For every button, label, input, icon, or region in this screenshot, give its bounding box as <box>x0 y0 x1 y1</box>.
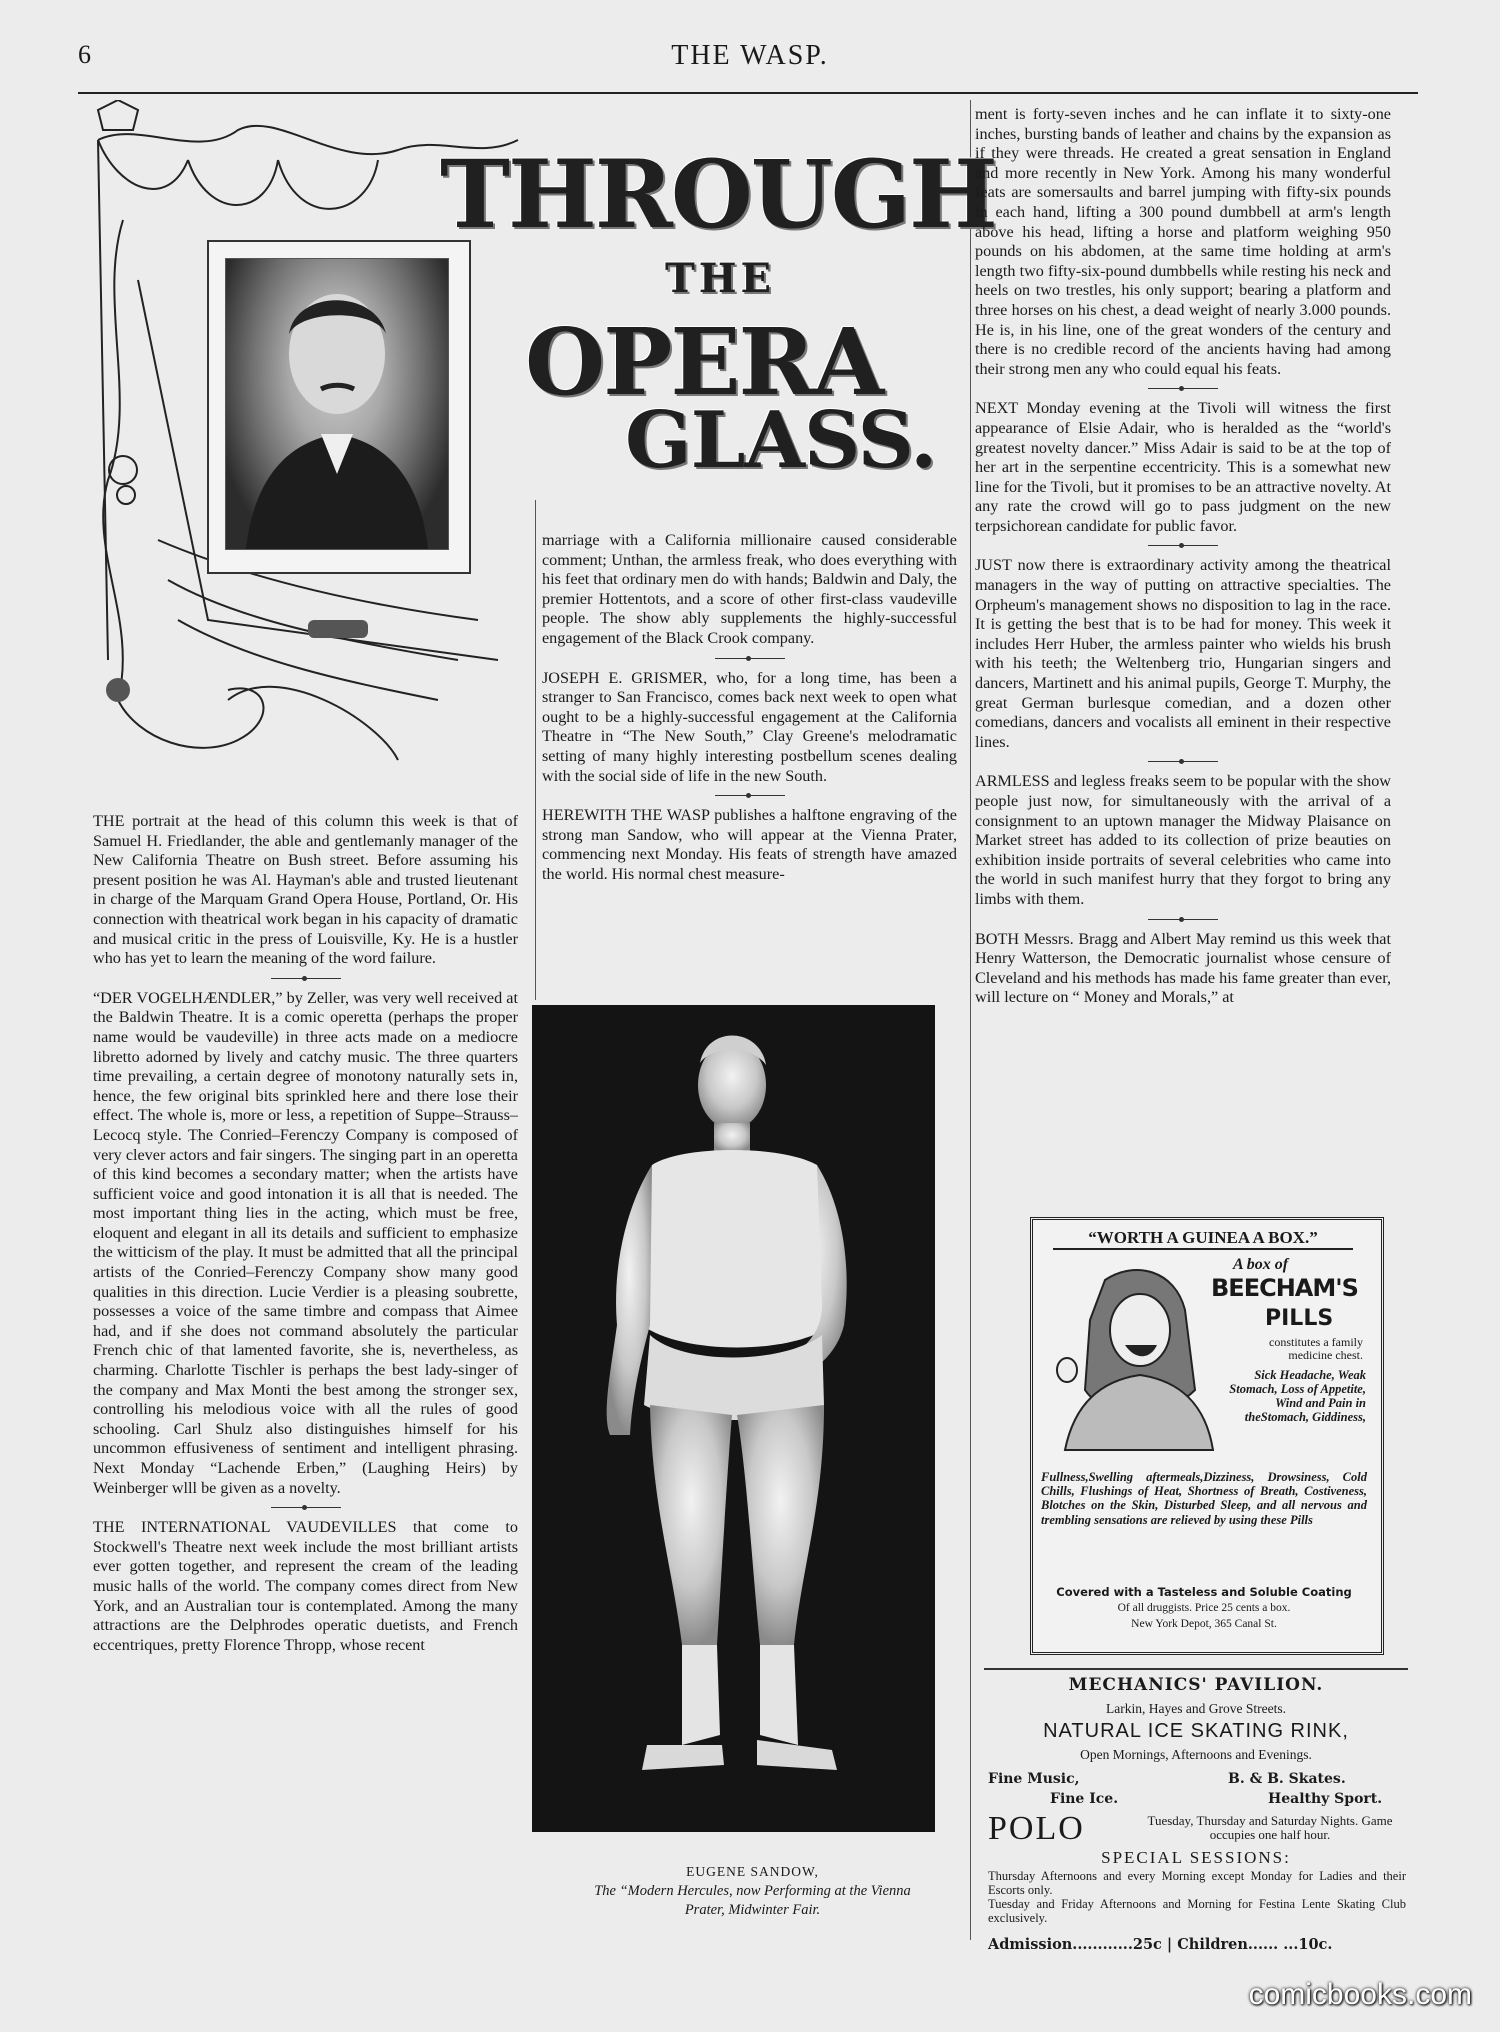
separator <box>1148 919 1218 920</box>
mechanics-title: MECHANICS' PAVILION. <box>1068 1675 1324 1695</box>
mechanics-feature-sport: Healthy Sport. <box>1268 1791 1383 1807</box>
ad-rule <box>984 1668 1408 1670</box>
separator <box>271 978 341 979</box>
column-3 <box>975 105 1391 1008</box>
masthead-title-opera: OPERA <box>525 308 883 416</box>
mechanics-admission: Admission............25c | Children...... ...10c. <box>988 1936 1333 1953</box>
article-orpheum: JUST now there is extraordinary activity among the theatrical managers in the way of putting on attractive specialties. The Orpheum's management shows no disposition to lag in the race. It is getting the best that is to be had for money. This week it includes Herr Huber, the armless painter who wields his brush with his teeth; the Weltenberg trio, Hungarian singers and dancers, Martinett and his animal pupils, George T. Murphy, the great German burlesque comedian, and a dozen other comedians, dancers and vocalists all eminent in their respective lines. <box>975 556 1391 751</box>
separator <box>715 795 785 796</box>
mechanics-feature-music: Fine Music, <box>988 1771 1080 1787</box>
photo-eugene-sandow <box>532 1005 935 1832</box>
ad-line4: Covered with a Tasteless and Soluble Coating <box>1056 1585 1352 1599</box>
masthead-title-the: THE <box>665 255 776 302</box>
ad-line2: Sick Headache, Weak Stomach, Loss of Appetite, Wind and Pain in theStomach, Giddiness, <box>1229 1368 1366 1424</box>
separator <box>715 658 785 659</box>
ad-banner: “WORTH A GUINEA A BOX.” <box>1053 1228 1353 1250</box>
photo-caption-line3: Prater, Midwinter Fair. <box>684 1902 821 1918</box>
column-divider-2 <box>970 100 971 1940</box>
mechanics-session-1: Thursday Afternoons and every Morning except Monday for Ladies and their Escorts only. <box>988 1869 1406 1897</box>
page-number: 6 <box>78 40 91 69</box>
article-sandow-continued: ment is forty-seven inches and he can inflate it to sixty-one inches, bursting bands of leather and chains by the expansion as if they were threads. He created a great sensation in England and more recently in New York. Among his many wonderful feats are somersaults and barrel jumping with fifty-six pounds in each hand, lifting a 300 pound dumbbell at arm's length above his head, lifting a horse and platform weighing 950 pounds on his abdomen, at the same time holding at arm's length two fifty-six-pound dumbbells while resting his neck and heels on two trestles, his only support; bearing a platform and three horses on his chest, a dead weight of nearly 3.000 pounds. He is, in his line, one of the great wonders of the century and there is no credible record of the ancients having had among their strong men any who could equal his feats. <box>975 105 1391 378</box>
article-vogelhaendler: “DER VOGELHÆNDLER,” by Zeller, was very well received at the Baldwin Theatre. It is a comic operetta (perhaps the proper name would be vaudeville) in three acts made on a mediocre libretto adorned by lively and catchy music. The three quarters time prevailing, a certain degree of monotony naturally sets in, hence, the few original bits sprinkled here and there lose their effect. The whole is, more or less, a repetition of Suppe–Strauss–Lecocq style. The Conried–Ferenczy Company is composed of very clever actors and fair singers. The singing part in an operetta of this kind becomes a secondary matter; when the artists have sufficient voice and good intonation it is all that is needed. The most important thing lies in the acting, which must be free, eloquent and elegant in all its details and sufficient to emphasize the witticism of the play. It must be admitted that all the principal artists of the Conried–Ferenczy Company show many good qualities in this direction. Lucie Verdier is a pleasing soubrette, possesses a voice of the same timbre and compass that Aimee had, and if she does not command absolutely the particular French chic of that lamented favorite, she is, nevertheless, as charming. Charlotte Tischler is perhaps the best lady-singer of the company and Max Monti the best among the stronger sex, controlling his melodious voice with all the rules of good schooling. Carl Shulz also distinguishes himself for his uncommon effusiveness of sentiment and intelligent phrasing. Next Monday “Lachende Erben,” (Laughing Heirs) by Weinberger wlll be given as a novelty. <box>93 988 518 1497</box>
ad-line5: Of all druggists. Price 25 cents a box. <box>1117 1602 1291 1614</box>
photo-caption-line2: The “Modern Hercules, now Performing at the Vienna <box>594 1883 911 1899</box>
ad-line1: constitutes a family medicine chest. <box>1269 1335 1363 1362</box>
ad-brand: BEECHAM'S <box>1211 1274 1358 1302</box>
portrait-samuel-friedlander <box>225 258 449 550</box>
separator <box>1148 388 1218 389</box>
ad-line6: New York Depot, 365 Canal St. <box>1131 1618 1277 1630</box>
separator <box>1148 545 1218 546</box>
mechanics-rink: NATURAL ICE SKATING RINK, <box>1043 1720 1349 1742</box>
mechanics-hours: Open Mornings, Afternoons and Evenings. <box>1080 1747 1312 1762</box>
mechanics-address: Larkin, Hayes and Grove Streets. <box>1106 1701 1286 1716</box>
mechanics-special: SPECIAL SESSIONS: <box>1101 1848 1291 1867</box>
article-armless-freaks: ARMLESS and legless freaks seem to be popular with the show people just now, for simultaneously with the arrival of a consignment to an uptown manager the Midway Plaisance on Market street has added to its collection of prize beauties on exhibition inside portraits of several celebrities who came into the world in such manifest hurry that they forgot to bring any limbs with them. <box>975 772 1391 908</box>
column-2 <box>542 531 957 885</box>
publication-title: THE WASP. <box>671 40 829 71</box>
masthead-title-glass: GLASS. <box>625 395 937 486</box>
separator <box>1148 761 1218 762</box>
separator <box>271 1507 341 1508</box>
article-sandow: HEREWITH THE WASP publishes a halftone engraving of the strong man Sandow, who will appear at the Vienna Prater, commencing next Monday. His feats of strength have amazed the world. His normal chest measure- <box>542 806 957 883</box>
mechanics-polo-note: Tuesday, Thursday and Saturday Nights. Game occupies one half hour. <box>1147 1813 1393 1842</box>
article-watterson: BOTH Messrs. Bragg and Albert May remind us this week that Henry Watterson, the Democratic journalist whose censure of Cleveland and his methods has made his fame greater than ever, will lecture on “ Money and Morals,” at <box>975 929 1391 1007</box>
article-grismer: JOSEPH E. GRISMER, who, for a long time, has been a stranger to San Francisco, comes back next week to open what ought to be a highly-successful engagement at the California Theatre in “The New South,” Clay Greene's melodramatic setting of many highly interesting postbellum scenes dealing with the social side of life in the new South. <box>542 668 957 785</box>
mechanics-feature-ice: Fine Ice. <box>1050 1791 1119 1807</box>
column-1 <box>93 812 518 1655</box>
ad-sub: A box of <box>1233 1256 1289 1273</box>
photo-caption-name: EUGENE SANDOW, <box>686 1864 819 1879</box>
watermark: comicbooks.com <box>1248 1978 1472 2011</box>
article-international-vaudevilles: THE INTERNATIONAL VAUDEVILLES that come to Stockwell's Theatre next week include the most brilliant artists ever gotten together, and represent the cream of the leading music halls of the world. The company comes direct from New York, and an Australian tour is contemplated. Among the many attractions are the Delphrodes operatic duetists, and French eccentriques, pretty Florence Thropp, whose recent <box>93 1518 518 1654</box>
article-friedlander: THE portrait at the head of this column this week is that of Samuel H. Friedlander, the able and gentlemanly manager of the New California Theatre on Bush street. Before assuming his present position he was Al. Hayman's able and trusted lieutenant in charge of the Marquam Grand Opera House, Portland, Or. His connection with theatrical work began in his capacity of dramatic and musical critic in the press of Louisville, Ky. He is a hustler who has yet to learn the meaning of the word failure. <box>93 812 518 968</box>
mechanics-polo: POLO <box>988 1810 1085 1847</box>
mechanics-feature-skates: B. & B. Skates. <box>1228 1771 1346 1787</box>
masthead-title-through: THROUGH <box>440 140 996 250</box>
ad-beechams-pills <box>1030 1217 1384 1655</box>
ad-product: PILLS <box>1265 1306 1334 1331</box>
article-vaudevilles-continued: marriage with a California millionaire caused considerable comment; Unthan, the armless freak, who does everything with his feet that ordinary men do with hands; Baldwin and Daly, the premier Hottentots, and a score of other first-class vaudeville people. The show ably supplements the highly-successful engagement of the Black Crook company. <box>542 531 957 647</box>
header-rule <box>78 92 1418 94</box>
mechanics-session-2: Tuesday and Friday Afternoons and Morning for Festina Lente Skating Club exclusively. <box>988 1897 1406 1925</box>
ad-line3: Fullness,Swelling aftermeals,Dizziness, Drowsiness, Cold Chills, Flushings of Heat, Shortness of Breath, Costiveness, Blotches on the Skin, Disturbed Sleep, and all nervous and trembling sensations are relieved by using these Pills <box>1041 1470 1367 1527</box>
article-elsie-adair: NEXT Monday evening at the Tivoli will witness the first appearance of Elsie Adair, who is heralded as the “world's greatest novelty dancer.” Miss Adair is said to be at the top of her art in the serpentine eccentricity. This is a somewhat new line for the Tivoli, but it promises to be an attractive novelty. At any rate the crowd will go to pass judgment on the new terpsichorean candidate for public favor. <box>975 399 1391 535</box>
ad-monk-illustration <box>1045 1260 1215 1460</box>
